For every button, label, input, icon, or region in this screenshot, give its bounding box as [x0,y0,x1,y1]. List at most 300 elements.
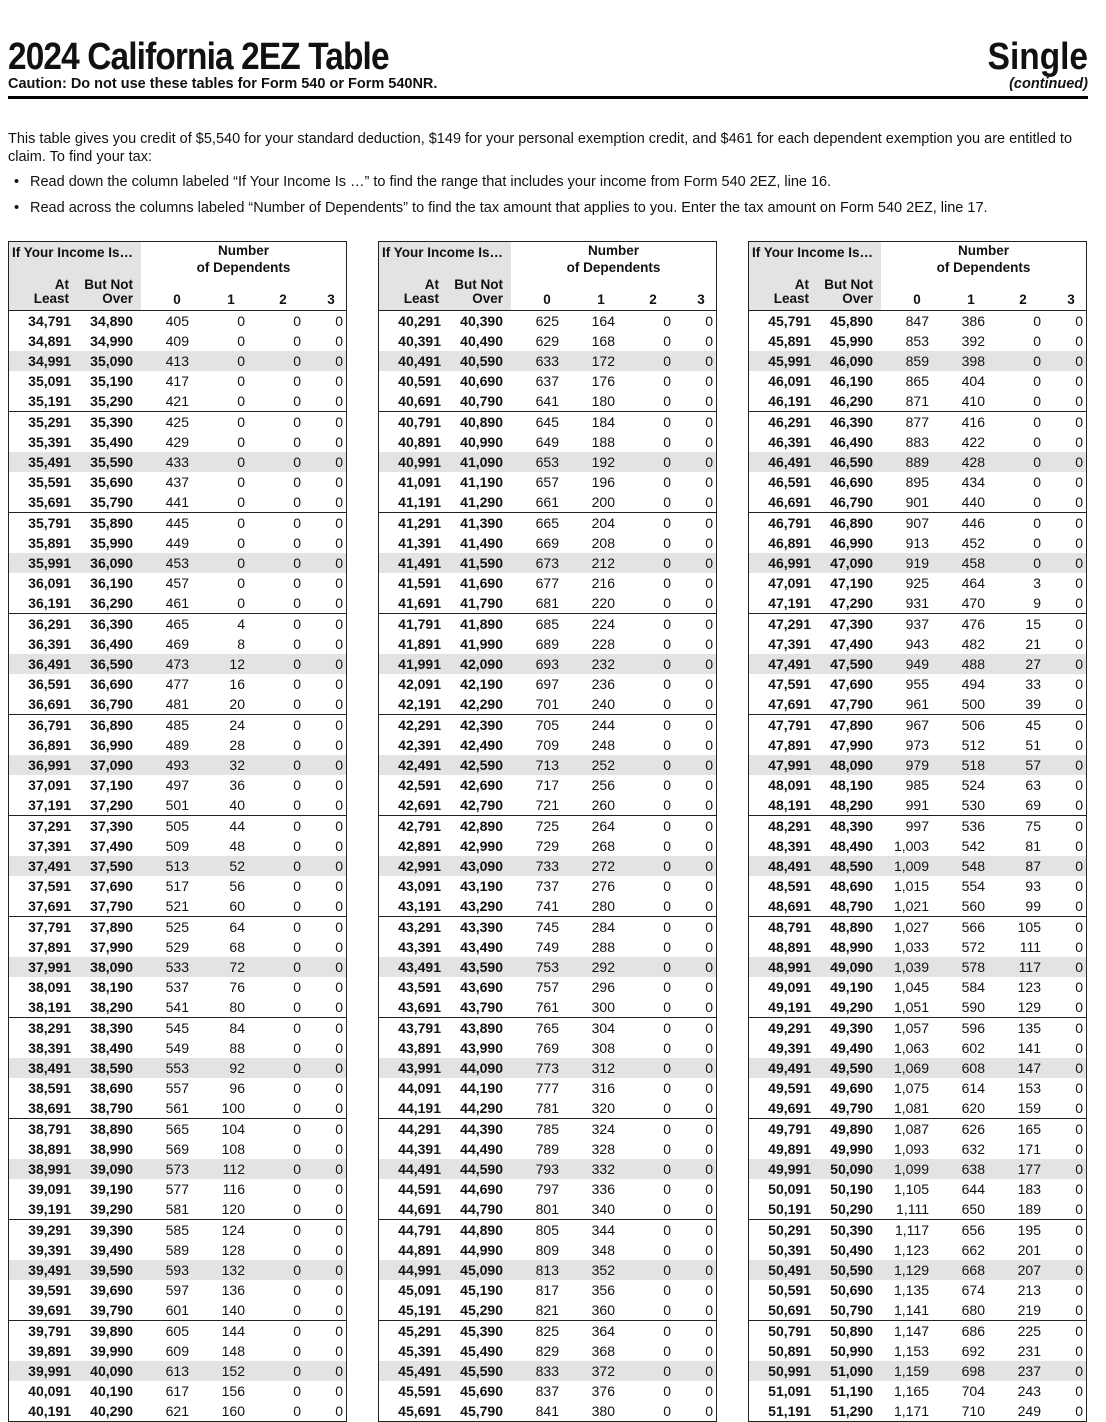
tax-1-dependent: 446 [961,515,985,531]
tax-1-dependent: 0 [237,353,245,369]
at-least-cell: 38,691 [28,1100,71,1116]
tax-0-dependents: 1,075 [893,1080,929,1096]
tax-1-dependent: 140 [221,1302,245,1318]
dependents-3-header: 3 [1067,292,1075,307]
at-least-header: At [54,277,69,292]
at-least-cell: 50,391 [768,1242,811,1258]
tax-1-dependent: 416 [961,414,985,430]
at-least-cell: 49,591 [768,1080,811,1096]
but-not-over-cell: 43,990 [460,1040,503,1056]
but-not-over-cell: 45,190 [460,1282,503,1298]
tax-2-dependents: 207 [1017,1262,1041,1278]
row-group [379,1220,716,1321]
but-not-over-cell: 37,090 [90,757,133,773]
table-row [9,593,346,613]
table-row [749,836,1086,856]
at-least-cell: 37,591 [28,878,71,894]
tax-2-dependents: 0 [663,717,671,733]
tax-0-dependents: 919 [905,555,929,571]
table-row [379,937,716,957]
tax-2-dependents: 0 [663,1121,671,1137]
tax-3-dependents: 0 [705,1363,713,1379]
tax-0-dependents: 549 [165,1040,189,1056]
tax-0-dependents: 1,129 [893,1262,929,1278]
tax-1-dependent: 548 [961,858,985,874]
at-least-cell: 37,391 [28,838,71,854]
but-not-over-cell: 51,290 [830,1403,873,1419]
table-row [379,311,716,331]
tax-1-dependent: 668 [961,1262,985,1278]
tax-1-dependent: 20 [229,696,245,712]
tax-2-dependents: 0 [663,595,671,611]
but-not-over-cell: 46,890 [830,515,873,531]
tax-2-dependents: 0 [663,454,671,470]
tax-2-dependents: 0 [293,1020,301,1036]
table-row [379,1341,716,1361]
row-group [749,917,1086,1018]
at-least-cell: 35,291 [28,414,71,430]
tax-2-dependents: 0 [663,616,671,632]
tax-0-dependents: 437 [165,474,189,490]
tax-2-dependents: 0 [1033,454,1041,470]
table-row [749,1159,1086,1179]
table-row [9,1341,346,1361]
tax-1-dependent: 0 [237,333,245,349]
tax-2-dependents: 225 [1017,1323,1041,1339]
tax-0-dependents: 601 [165,1302,189,1318]
tax-1-dependent: 240 [591,696,615,712]
row-group [749,1119,1086,1220]
tax-2-dependents: 0 [1033,333,1041,349]
at-least-cell: 46,391 [768,434,811,450]
tax-1-dependent: 386 [961,313,985,329]
but-not-over-cell: 41,090 [460,454,503,470]
row-group [379,816,716,917]
at-least-cell: 43,191 [398,898,441,914]
tax-1-dependent: 108 [221,1141,245,1157]
tax-3-dependents: 0 [335,1242,343,1258]
dependents-header: Number [217,243,269,258]
table-row [749,1179,1086,1199]
tax-3-dependents: 0 [1075,1100,1083,1116]
tax-3-dependents: 0 [705,1403,713,1419]
tax-2-dependents: 0 [663,1383,671,1399]
at-least-cell: 35,091 [28,373,71,389]
tax-1-dependent: 680 [961,1302,985,1318]
table-row [749,1220,1086,1240]
tax-1-dependent: 0 [237,535,245,551]
tax-0-dependents: 765 [535,1020,559,1036]
tax-2-dependents: 0 [293,838,301,854]
tax-2-dependents: 0 [293,1363,301,1379]
tax-0-dependents: 609 [165,1343,189,1359]
tax-1-dependent: 0 [237,414,245,430]
tax-0-dependents: 457 [165,575,189,591]
tax-1-dependent: 440 [961,494,985,510]
table-row [749,755,1086,775]
at-least-cell: 46,291 [768,414,811,430]
table-row [9,533,346,553]
tax-0-dependents: 733 [535,858,559,874]
tax-0-dependents: 581 [165,1201,189,1217]
tax-3-dependents: 0 [335,858,343,874]
row-group [379,715,716,816]
row-group [9,311,346,412]
tax-0-dependents: 1,111 [896,1201,929,1217]
table-row [379,654,716,674]
at-least-cell: 36,291 [28,616,71,632]
table-row [749,412,1086,432]
table-row [9,1159,346,1179]
tax-0-dependents: 847 [905,313,929,329]
row-group [379,1018,716,1119]
tax-3-dependents: 0 [1075,434,1083,450]
tax-0-dependents: 1,117 [895,1222,929,1238]
but-not-over-cell: 35,790 [90,494,133,510]
tax-1-dependent: 324 [591,1121,615,1137]
at-least-cell: 48,991 [768,959,811,975]
row-group [9,1018,346,1119]
tax-3-dependents: 0 [705,1201,713,1217]
but-not-over-cell: 35,690 [90,474,133,490]
dependents-1-header: 1 [227,292,235,307]
tax-0-dependents: 895 [905,474,929,490]
tax-2-dependents: 0 [663,838,671,854]
instruction-bullet: • Read across the columns labeled “Number of Dependents” to find the tax amount that applies to you. Enter the tax amount on Form 540 2EZ, line 17. [14,200,988,216]
dependents-1-header: 1 [967,292,975,307]
at-least-cell: 36,891 [28,737,71,753]
tax-0-dependents: 637 [535,373,559,389]
tax-2-dependents: 0 [663,919,671,935]
tax-0-dependents: 829 [535,1343,559,1359]
table-row [9,391,346,411]
at-least-cell: 44,591 [398,1181,441,1197]
tax-1-dependent: 704 [961,1383,985,1399]
tax-3-dependents: 0 [705,313,713,329]
tax-3-dependents: 0 [1075,333,1083,349]
tax-1-dependent: 584 [961,979,985,995]
tax-3-dependents: 0 [1075,1242,1083,1258]
at-least-cell: 48,291 [768,818,811,834]
but-not-over-cell: 41,390 [460,515,503,531]
tax-0-dependents: 629 [535,333,559,349]
but-not-over-cell: 40,690 [460,373,503,389]
but-not-over-cell: 49,590 [830,1060,873,1076]
tax-1-dependent: 0 [237,454,245,470]
tax-1-dependent: 608 [961,1060,985,1076]
tax-3-dependents: 0 [705,939,713,955]
but-not-over-cell: 37,990 [90,939,133,955]
tax-1-dependent: 626 [961,1121,985,1137]
tax-3-dependents: 0 [1075,1343,1083,1359]
tax-1-dependent: 124 [221,1222,245,1238]
tax-2-dependents: 9 [1033,595,1041,611]
table-row [9,654,346,674]
at-least-cell: 50,091 [768,1181,811,1197]
at-least-cell: 39,991 [28,1363,71,1379]
tax-3-dependents: 0 [335,959,343,975]
table-row [379,977,716,997]
at-least-cell: 44,791 [398,1222,441,1238]
tax-3-dependents: 0 [335,696,343,712]
table-row [749,1240,1086,1260]
but-not-over-cell: 50,790 [830,1302,873,1318]
tax-0-dependents: 697 [535,676,559,692]
tax-0-dependents: 685 [535,616,559,632]
at-least-cell: 50,491 [768,1262,811,1278]
tax-0-dependents: 473 [165,656,189,672]
table-row [9,1321,346,1341]
tax-2-dependents: 69 [1025,797,1041,813]
dependents-2-header: 2 [1019,292,1027,307]
at-least-cell: 40,091 [28,1383,71,1399]
but-not-over-cell: 38,290 [90,999,133,1015]
tax-3-dependents: 0 [705,919,713,935]
tax-3-dependents: 0 [1075,353,1083,369]
tax-0-dependents: 657 [535,474,559,490]
tax-0-dependents: 901 [905,494,929,510]
tax-2-dependents: 0 [293,919,301,935]
tax-3-dependents: 0 [705,1141,713,1157]
table-row [379,856,716,876]
tax-1-dependent: 156 [221,1383,245,1399]
tax-2-dependents: 0 [293,1201,301,1217]
table-row [749,1361,1086,1381]
row-group [749,1321,1086,1421]
tax-0-dependents: 533 [165,959,189,975]
row-group [9,1220,346,1321]
at-least-cell: 46,891 [768,535,811,551]
but-not-over-cell: 40,490 [460,333,503,349]
but-not-over-cell: 44,790 [460,1201,503,1217]
tax-2-dependents: 0 [293,636,301,652]
tax-1-dependent: 292 [591,959,615,975]
tax-1-dependent: 172 [591,353,615,369]
table-row [379,1260,716,1280]
at-least-cell: 37,791 [28,919,71,935]
table-row [749,795,1086,815]
but-not-over-cell: 49,990 [830,1141,873,1157]
but-not-over-cell: 45,090 [460,1262,503,1278]
tax-1-dependent: 12 [229,656,245,672]
at-least-cell: 37,291 [28,818,71,834]
tax-2-dependents: 0 [663,999,671,1015]
tax-1-dependent: 152 [221,1363,245,1379]
tax-0-dependents: 955 [905,676,929,692]
tax-0-dependents: 449 [165,535,189,551]
tax-3-dependents: 0 [335,535,343,551]
row-group [9,1119,346,1220]
tax-3-dependents: 0 [1075,818,1083,834]
but-not-over-cell: 40,790 [460,393,503,409]
tax-2-dependents: 111 [1019,939,1041,955]
at-least-cell: 42,691 [398,797,441,813]
but-not-over-cell: 43,790 [460,999,503,1015]
tax-3-dependents: 0 [335,737,343,753]
tax-3-dependents: 0 [335,434,343,450]
but-not-over-cell: 50,990 [830,1343,873,1359]
tax-2-dependents: 0 [663,676,671,692]
table-row [379,1321,716,1341]
table-row [379,1381,716,1401]
table-row [749,634,1086,654]
but-not-over-cell: 47,890 [830,717,873,733]
but-not-over-cell: 47,790 [830,696,873,712]
tax-1-dependent: 284 [591,919,615,935]
tax-1-dependent: 578 [961,959,985,975]
but-not-over-cell: 49,390 [830,1020,873,1036]
tax-0-dependents: 421 [165,393,189,409]
tax-0-dependents: 617 [165,1383,189,1399]
tax-1-dependent: 188 [591,434,615,450]
row-group [379,513,716,614]
table-row [749,1401,1086,1421]
table-row [379,1179,716,1199]
tax-3-dependents: 0 [705,434,713,450]
tax-2-dependents: 0 [663,555,671,571]
tax-0-dependents: 931 [905,595,929,611]
table-row [749,1098,1086,1118]
tax-3-dependents: 0 [1075,1121,1083,1137]
at-least-cell: 47,891 [768,737,811,753]
tax-1-dependent: 276 [591,878,615,894]
but-not-over-cell: 46,090 [830,353,873,369]
tax-1-dependent: 256 [591,777,615,793]
tax-2-dependents: 0 [663,353,671,369]
row-group [749,816,1086,917]
tax-0-dependents: 453 [165,555,189,571]
at-least-cell: 37,891 [28,939,71,955]
but-not-over-cell: 38,690 [90,1080,133,1096]
table-row [9,1078,346,1098]
tax-2-dependents: 0 [663,818,671,834]
tax-1-dependent: 132 [221,1262,245,1278]
but-not-over-cell: 47,490 [830,636,873,652]
tax-0-dependents: 1,123 [893,1242,929,1258]
at-least-cell: 38,191 [28,999,71,1015]
at-least-cell: 50,691 [768,1302,811,1318]
table-row [9,634,346,654]
table-row [749,452,1086,472]
tax-1-dependent: 352 [591,1262,615,1278]
but-not-over-cell: 44,690 [460,1181,503,1197]
at-least-cell: 45,591 [398,1383,441,1399]
but-not-over-cell: 47,390 [830,616,873,632]
at-least-cell: 45,691 [398,1403,441,1419]
table-row [379,593,716,613]
at-least-cell: 35,191 [28,393,71,409]
tax-3-dependents: 0 [1075,1201,1083,1217]
tax-3-dependents: 0 [335,555,343,571]
tax-1-dependent: 372 [591,1363,615,1379]
tax-3-dependents: 0 [1075,616,1083,632]
tax-3-dependents: 0 [1075,454,1083,470]
tax-0-dependents: 677 [535,575,559,591]
table-row [749,917,1086,937]
tax-1-dependent: 40 [229,797,245,813]
tax-1-dependent: 356 [591,1282,615,1298]
tax-0-dependents: 1,153 [893,1343,929,1359]
tax-2-dependents: 0 [663,939,671,955]
table-row [379,1119,716,1139]
but-not-over-cell: 40,990 [460,434,503,450]
tax-1-dependent: 398 [961,353,985,369]
tax-3-dependents: 0 [705,838,713,854]
tax-2-dependents: 81 [1025,838,1041,854]
tax-3-dependents: 0 [705,535,713,551]
tax-2-dependents: 0 [293,898,301,914]
table-row [379,432,716,452]
tax-0-dependents: 405 [165,313,189,329]
tax-2-dependents: 0 [293,858,301,874]
tax-2-dependents: 0 [293,939,301,955]
but-not-over-cell: 36,690 [90,676,133,692]
tax-0-dependents: 937 [905,616,929,632]
tax-1-dependent: 470 [961,595,985,611]
tax-3-dependents: 0 [335,1121,343,1137]
at-least-header: Least [33,291,69,306]
tax-0-dependents: 597 [165,1282,189,1298]
table-header [9,242,346,311]
tax-3-dependents: 0 [705,1383,713,1399]
at-least-cell: 41,691 [398,595,441,611]
tax-2-dependents: 0 [663,393,671,409]
dependents-header: of Dependents [566,260,661,275]
tax-0-dependents: 877 [905,414,929,430]
tax-1-dependent: 494 [961,676,985,692]
but-not-over-cell: 37,690 [90,878,133,894]
table-row [379,533,716,553]
but-not-over-cell: 38,490 [90,1040,133,1056]
tax-1-dependent: 428 [961,454,985,470]
tax-3-dependents: 0 [335,898,343,914]
tax-2-dependents: 0 [293,515,301,531]
tax-0-dependents: 561 [165,1100,189,1116]
tax-0-dependents: 661 [535,494,559,510]
tax-2-dependents: 0 [663,494,671,510]
row-group [749,614,1086,715]
but-not-over-cell: 45,390 [460,1323,503,1339]
tax-0-dependents: 1,069 [893,1060,929,1076]
at-least-cell: 41,791 [398,616,441,632]
tax-0-dependents: 1,015 [893,878,929,894]
table-row [9,1260,346,1280]
tax-2-dependents: 159 [1017,1100,1041,1116]
tax-2-dependents: 27 [1025,656,1041,672]
but-not-over-cell: 46,490 [830,434,873,450]
tax-0-dependents: 681 [535,595,559,611]
table-row [9,1098,346,1118]
tax-1-dependent: 200 [591,494,615,510]
tax-3-dependents: 0 [1075,919,1083,935]
tax-3-dependents: 0 [705,414,713,430]
tax-3-dependents: 0 [705,575,713,591]
income-header: If Your Income Is… [752,245,874,260]
tax-3-dependents: 0 [705,1302,713,1318]
but-not-over-header: But Not [454,277,503,292]
table-header [749,242,1086,311]
but-not-over-cell: 41,790 [460,595,503,611]
tax-1-dependent: 100 [221,1100,245,1116]
at-least-cell: 47,291 [768,616,811,632]
table-row [379,1361,716,1381]
but-not-over-cell: 42,990 [460,838,503,854]
tax-0-dependents: 465 [165,616,189,632]
tax-2-dependents: 153 [1017,1080,1041,1096]
tax-1-dependent: 252 [591,757,615,773]
tax-3-dependents: 0 [1075,676,1083,692]
at-least-cell: 37,091 [28,777,71,793]
